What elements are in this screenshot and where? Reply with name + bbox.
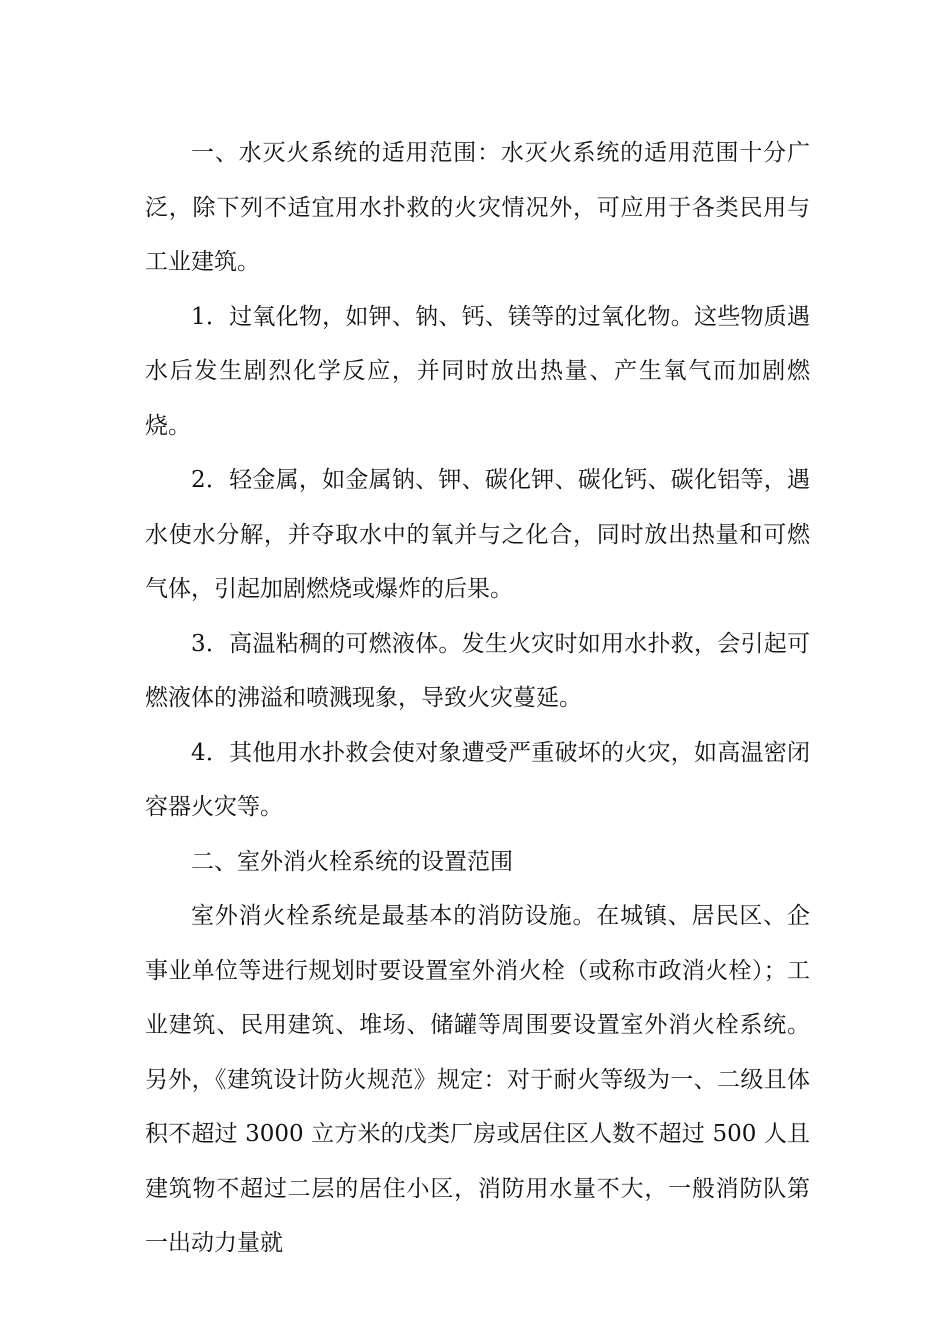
document-body bbox=[145, 126, 810, 1271]
paragraph-item-peroxides: 1．过氧化物，如钾、钠、钙、镁等的过氧化物。这些物质遇水后发生剧烈化学反应，并同时放出热量、产生氧气而加剧燃烧。 bbox=[145, 303, 810, 439]
paragraph-water-extinguishing-scope: 一、水灭火系统的适用范围：水灭火系统的适用范围十分广泛，除下列不适宜用水扑救的火灾情况外，可应用于各类民用与工业建筑。 bbox=[145, 140, 810, 275]
paragraph-item-light-metals: 2．轻金属，如金属钠、钾、碳化钾、碳化钙、碳化铝等，遇水使水分解，并夺取水中的氧并与之化合，同时放出热量和可燃气体，引起加剧燃烧或爆炸的后果。 bbox=[145, 467, 810, 602]
paragraph-outdoor-hydrant-system: 室外消火栓系统是最基本的消防设施。在城镇、居民区、企事业单位等进行规划时要设置室外消火栓（或称市政消火栓）；工业建筑、民用建筑、堆场、储罐等周围要设置室外消火栓系统。另外，《建筑设计防火规范》规定：对于耐火等级为一、二级且体积不超过 3000 立方米的戊类厂房或居住区人数不超过 500 人且建筑物不超过二层的居住小区，消防用水量不大，一般消防队第一出动力量就 bbox=[145, 903, 810, 1256]
paragraph-item-viscous-liquids: 3．高温粘稠的可燃液体。发生火灾时如用水扑救，会引起可燃液体的沸溢和喷溅现象，导致火灾蔓延。 bbox=[145, 630, 810, 711]
paragraph-item-other-fires: 4．其他用水扑救会使对象遭受严重破坏的火灾，如高温密闭容器火灾等。 bbox=[145, 739, 810, 820]
section-heading-outdoor-hydrant: 二、室外消火栓系统的设置范围 bbox=[191, 848, 513, 875]
